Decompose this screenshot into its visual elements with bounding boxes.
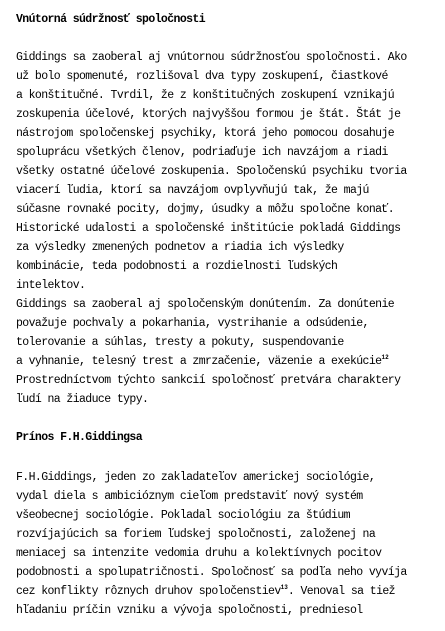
footnote-ref: 12: [381, 354, 389, 361]
text-line: rozvíjajúcich sa foriem ľudskej spoločnosti, založenej na: [16, 528, 376, 541]
text-line: podobnosti a spolupatričnosti. Spoločnosť sa podľa neho vyvíja: [16, 566, 407, 579]
text-line: považuje pochvaly a pokarhania, vystrihanie a odsúdenie,: [16, 317, 369, 330]
text-line: Giddings sa zaoberal aj vnútornou súdržnosťou spoločnosti. Ako: [16, 51, 407, 64]
text-line: Historické udalosti a spoločenské inštitúcie pokladá Giddings: [16, 222, 401, 235]
text-line: zoskupenia účelové, ktorých najvyššou formou je štát. Štát je: [16, 108, 401, 121]
text-line: hľadaniu príčin vzniku a vývoja spoločnosti, predniesol: [16, 604, 363, 617]
text-line: F.H.Giddings, jeden zo zakladateľov americkej sociológie,: [16, 471, 376, 484]
text-line: intelektov.: [16, 279, 86, 292]
text-line: súčasne rovnaké pocity, dojmy, úsudky a môžu spoločne konať.: [16, 203, 395, 216]
text-line: [16, 584, 395, 600]
text-line: všeobecnej sociológie. Pokladal sociológiu za štúdium: [16, 509, 350, 522]
text-line: Giddings sa zaoberal aj spoločenským donútením. Za donútenie: [16, 298, 395, 311]
text-line: už bolo spomenuté, rozlišoval dva typy zoskupení, čiastkové: [16, 70, 388, 83]
text-line: [16, 354, 389, 370]
text-line: a konštitučné. Tvrdil, že z konštitučných zoskupení vznikajú: [16, 89, 395, 102]
text-line: spoluprácu všetkých členov, podriaďuje ich navzájom a riadi: [16, 146, 388, 159]
line-text: . Venoval sa tiež: [287, 585, 395, 598]
footnote-ref: 13: [280, 584, 288, 591]
text-line: nástrojom spoločenskej psychiky, ktorá jeho pomocou dosahuje: [16, 127, 395, 140]
text-line: všetky ostatné účelové zoskupenia. Spoločenskú psychiku tvoria: [16, 165, 407, 178]
text-line: viacerí ľudia, ktorí sa navzájom ovplyvňujú tak, že majú: [16, 184, 369, 197]
text-line: kombinácie, teda podobnosti a rozdielnosti ľudských: [16, 260, 338, 273]
line-text: a vyhnanie, telesný trest a zmrzačenie, väzenie a exekúcie: [16, 355, 382, 368]
text-line: tolerovanie a súhlas, tresty a pokuty, suspendovanie: [16, 336, 344, 349]
text-line: meniacej sa intenzite vedomia druhu a kolektívnych pocitov: [16, 547, 382, 560]
text-line: za výsledky zmenených podnetov a riadia ich výsledky: [16, 241, 344, 254]
line-text: cez konflikty rôznych druhov spoločenstiev: [16, 585, 281, 598]
text-line: vydal diela s ambicióznym cieľom predstaviť nový systém: [16, 490, 363, 503]
section-heading: Vnútorná súdržnosť spoločnosti: [16, 13, 206, 26]
section-heading: Prínos F.H.Giddingsa: [16, 431, 143, 444]
text-line: Prostredníctvom týchto sankcií spoločnosť pretvára charaktery: [16, 374, 401, 387]
text-line: ľudí na žiaduce typy.: [16, 393, 149, 406]
